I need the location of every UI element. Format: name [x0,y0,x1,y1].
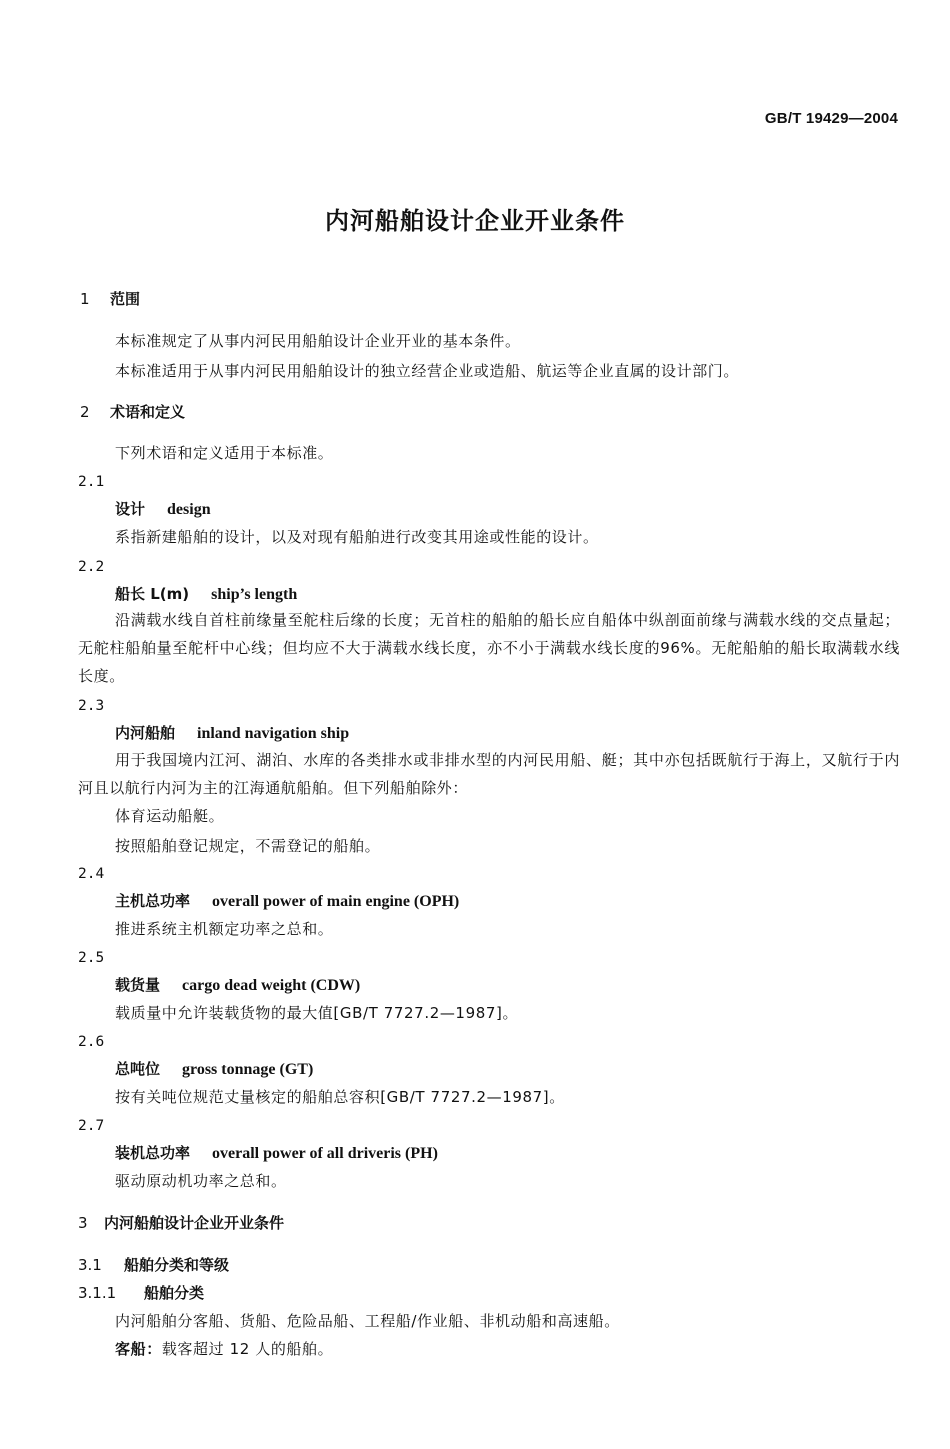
section-title: 内河船舶设计企业开业条件 [104,1214,285,1232]
section-1-heading [80,289,140,309]
term-en: design [167,501,211,518]
clause-number: 2.7 [78,1118,105,1134]
exception-item: 按照船舶登记规定，不需登记的船舶。 [115,837,381,855]
term-en: cargo dead weight (CDW) [182,977,361,994]
paragraph: 本标准规定了从事内河民用船舶设计企业开业的基本条件。 [115,332,521,350]
term-heading [115,1059,313,1080]
section-number: 1 [80,290,90,308]
clause-number: 2.5 [78,950,105,966]
section-title: 船舶分类和等级 [124,1256,230,1274]
definition: 推进系统主机额定功率之总和。 [115,920,334,938]
term-heading [115,1143,438,1164]
term-cn: 装机总功率 [115,1144,191,1162]
paragraph [115,1339,333,1359]
term-heading [115,975,360,996]
clause-number: 2.2 [78,559,105,575]
definition: 用于我国境内江河、湖泊、水库的各类排水或非排水型的内河民用船、艇；其中亦包括既航行于海上，又航行于内河且以航行内河为主的江海通航船舶。但下列船舶除外： [78,751,900,797]
term-en: ship’s length [211,586,298,603]
term-heading [115,723,349,744]
clause-number: 2.3 [78,698,105,714]
term-cn: 内河船舶 [115,724,176,742]
clause-number: 2.6 [78,1034,105,1050]
lead-text: 载客超过 12 人的船舶。 [161,1340,334,1358]
term-cn: 船长 L(m) [115,585,190,603]
section-number: 3.1 [78,1256,102,1274]
section-title: 船舶分类 [144,1284,205,1302]
document-title: 内河船舶设计企业开业条件 [325,207,625,235]
exception-item: 体育运动船艇。 [115,807,225,825]
section-number: 3 [78,1214,88,1232]
term-cn: 主机总功率 [115,892,191,910]
section-2-heading [80,402,185,422]
section-number: 2 [80,403,90,421]
paragraph: 内河船舶分客船、货船、危险品船、工程船/作业船、非机动船和高速船。 [115,1312,620,1330]
definition: 按有关吨位规范丈量核定的船舶总容积[GB/T 7727.2—1987]。 [115,1088,565,1106]
term-heading [115,891,459,912]
standard-code: GB/T 19429—2004 [764,110,898,127]
clause-number: 2.1 [78,474,105,490]
subsection-3-1-heading [78,1255,229,1275]
term-en: gross tonnage (GT) [182,1061,314,1078]
section-title: 术语和定义 [110,403,186,421]
definition: 载质量中允许装载货物的最大值[GB/T 7727.2—1987]。 [115,1004,519,1022]
term-heading [115,584,297,605]
paragraph: 下列术语和定义适用于本标准。 [115,444,334,462]
term-heading [115,499,211,520]
definition: 沿满载水线自首柱前缘量至舵柱后缘的长度；无首柱的船舶的船长应自船体中纵剖面前缘与满载水线的交点量起；无舵柱船舶量至舵杆中心线；但均应不大于满载水线长度，亦不小于满载水线长度的96%。无舵船舶的船长取满载水线长度。 [78,611,900,685]
term-en: overall power of main engine (OPH) [212,893,460,910]
clause-number: 2.4 [78,866,105,882]
definition: 系指新建船舶的设计，以及对现有船舶进行改变其用途或性能的设计。 [115,528,599,546]
subsection-3-1-1-heading [78,1283,204,1303]
term-en: overall power of all driveris (PH) [212,1145,438,1162]
term-en: inland navigation ship [197,725,350,742]
lead-term: 客船： [115,1340,162,1358]
term-cn: 载货量 [115,976,161,994]
section-3-heading [78,1213,284,1233]
term-cn: 设计 [115,500,146,518]
paragraph: 本标准适用于从事内河民用船舶设计的独立经营企业或造船、航运等企业直属的设计部门。 [115,362,740,380]
definition: 驱动原动机功率之总和。 [115,1172,287,1190]
section-number: 3.1.1 [78,1284,117,1302]
section-title: 范围 [110,290,141,308]
term-cn: 总吨位 [115,1060,161,1078]
